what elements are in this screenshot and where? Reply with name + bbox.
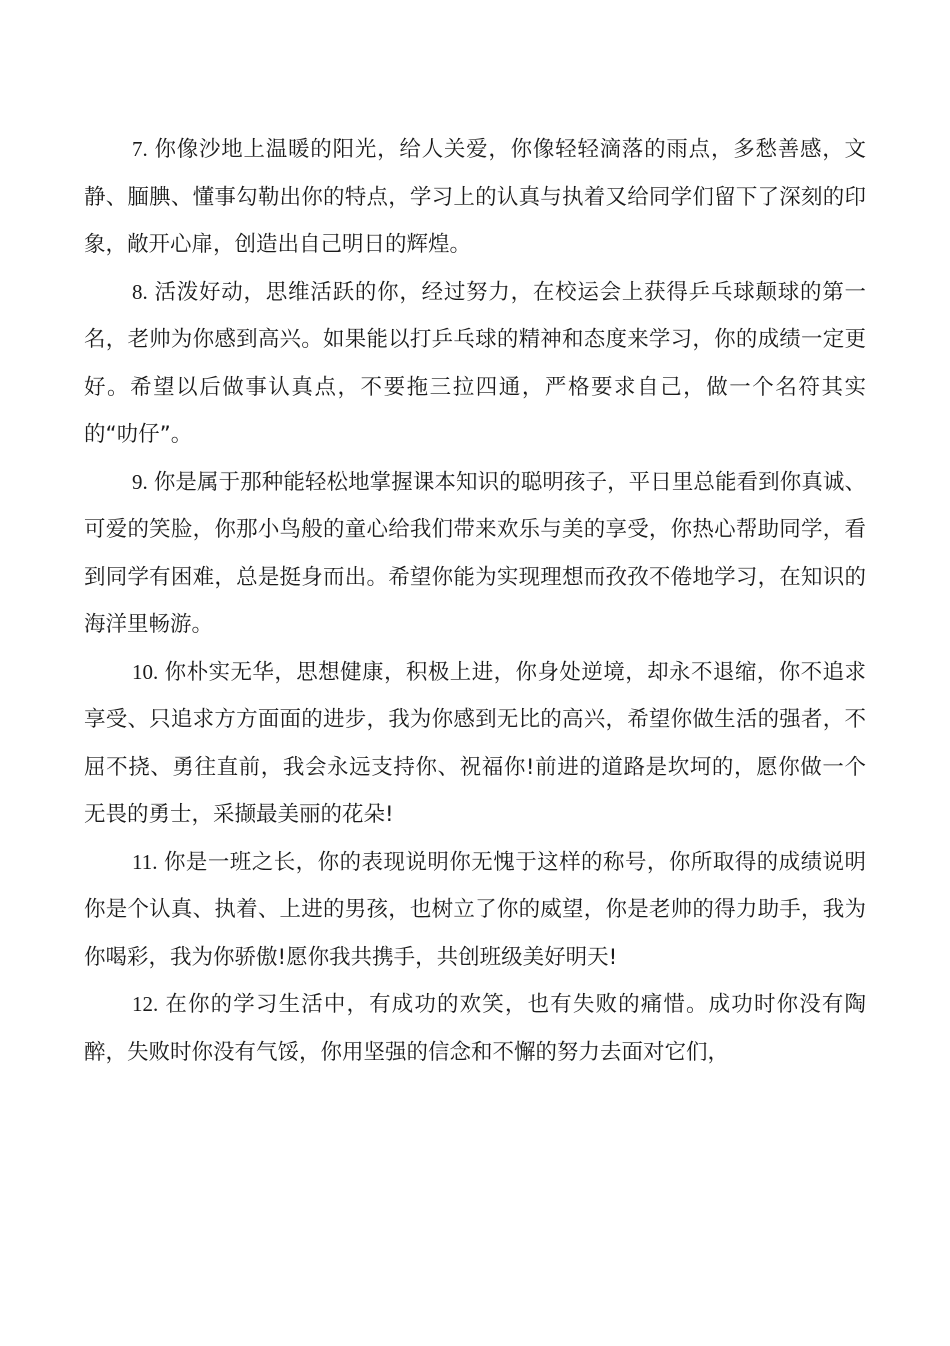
paragraph-8 <box>84 269 866 459</box>
paragraph-number: 11. <box>132 849 158 874</box>
paragraph-text: 你是一班之长，你的表现说明你无愧于这样的称号，你所取得的成绩说明你是个认真、执着、上进的男孩，也树立了你的威望，你是老帅的得力助手，我为你喝彩，我为你骄傲!愿你我共携手，共创班级美好明天! <box>84 849 866 970</box>
paragraph-9 <box>84 459 866 649</box>
paragraph-number: 9. <box>132 469 148 494</box>
document-body <box>84 126 866 1076</box>
paragraph-11 <box>84 839 866 982</box>
paragraph-text: 你像沙地上温暖的阳光，给人关爱，你像轻轻滴落的雨点，多愁善感，文静、腼腆、懂事勾勒出你的特点，学习上的认真与执着又给同学们留下了深刻的印象，敞开心扉，创造出自己明日的辉煌。 <box>84 137 866 257</box>
paragraph-10 <box>84 649 866 839</box>
paragraph-text: 你是属于那种能轻松地掌握课本知识的聪明孩子，平日里总能看到你真诚、可爱的笑脸，你那小鸟般的童心给我们带来欢乐与美的享受，你热心帮助同学，看到同学有困难，总是挺身而出。希望你能为实现理想而孜孜不倦地学习，在知识的海洋里畅游。 <box>84 469 866 637</box>
paragraph-12 <box>84 981 866 1076</box>
paragraph-number: 7. <box>132 137 148 161</box>
paragraph-number: 10. <box>132 659 159 684</box>
paragraph-text: 你朴实无华，思想健康，积极上进，你身处逆境，却永不退缩，你不追求享受、只追求方方面面的进步，我为你感到无比的高兴，希望你做生活的强者，不屈不挠、勇往直前，我会永远支持你、祝福你!前进的道路是坎坷的，愿你做一个无畏的勇士，采撷最美丽的花朵! <box>84 659 866 827</box>
paragraph-text: 活泼好动，思维活跃的你，经过努力，在校运会上获得乒乓球颠球的第一名，老帅为你感到高兴。如果能以打乒乓球的精神和态度来学习，你的成绩一定更好。希望以后做事认真点，不要拖三拉四通，严格要求自己，做一个名符其实的“叻仔”。 <box>84 279 866 447</box>
paragraph-number: 12. <box>132 992 159 1016</box>
paragraph-text: 在你的学习生活中，有成功的欢笑，也有失败的痛惜。成功时你没有陶醉，失败时你没有气馁，你用坚强的信念和不懈的努力去面对它们， <box>84 992 866 1065</box>
paragraph-number: 8. <box>132 279 148 304</box>
paragraph-7 <box>84 126 866 269</box>
